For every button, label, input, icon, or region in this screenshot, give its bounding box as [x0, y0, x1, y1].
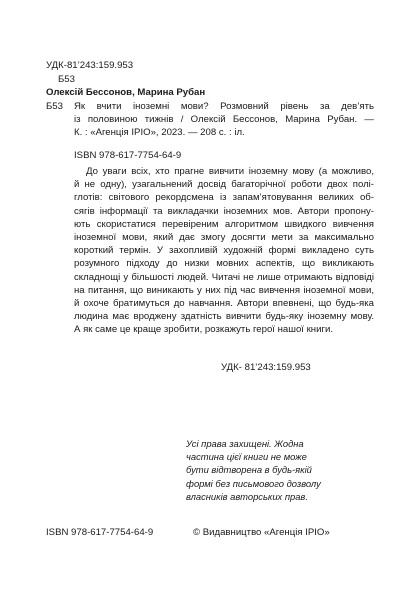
authors-heading: Олексій Бессонов, Марина Рубан: [46, 87, 206, 98]
entry-line: із половиною тижнів / Олексій Бессонов, Марина Рубан. —: [74, 114, 374, 126]
rights-line: частина цієї книги не може: [186, 451, 307, 463]
udk-top: УДК-81’243:159.953: [46, 60, 134, 71]
rights-line: бути відтворена в будь-якій: [186, 464, 312, 476]
isbn-top: ISBN 978-617-7754-64-9: [74, 150, 182, 161]
rights-line: Усі права захищені. Жодна: [186, 438, 304, 449]
entry-code: Б53: [46, 101, 63, 112]
entry-line: К. : «Агенція ІРІО», 2023. — 208 с. : іл.: [74, 127, 245, 139]
abstract-line: ють скористатися перевіреним алгоритмом швидкого вивчення: [74, 218, 374, 230]
copyright-notice: © Видавництво «Агенція ІРІО»: [193, 527, 330, 538]
abstract-line: іноземної мови, який дає змогу досягти мети за максимально: [74, 232, 374, 244]
abstract-line: короткий термін. У захопливій художній формі викладено суть: [74, 245, 374, 257]
isbn-bottom: ISBN 978-617-7754-64-9: [46, 527, 154, 538]
abstract-line: А як саме це краще зробити, розкажуть герої нашої книги.: [74, 324, 333, 336]
rights-line: власників авторських прав.: [186, 490, 308, 502]
author-code: Б53: [58, 74, 75, 85]
abstract-line: й охоче братимуться до навчання. Автори впевнені, що будь-яка: [74, 298, 374, 310]
abstract-line: й не одну), узагальнений досвід багаторічної роботи двох полі-: [74, 179, 374, 191]
abstract: [74, 165, 374, 337]
abstract-line: людина має вроджену здатність вивчити будь-яку іноземну мову.: [74, 311, 374, 323]
abstract-line: сягів інформації та викладачки іноземних мов. Автори пропону-: [74, 205, 374, 217]
abstract-line: глотів: світового рекордсмена із запам’ятовування великих об-: [74, 192, 374, 204]
abstract-line: До уваги всіх, хто прагне вивчити іноземну мову (а можливо,: [86, 166, 374, 177]
bibliographic-entry: [74, 100, 374, 140]
abstract-line: розумного підходу до низки мовних аспектів, що викликають: [74, 258, 374, 270]
rights-line: формі без письмового дозволу: [186, 477, 321, 489]
rights-notice: [186, 437, 376, 503]
abstract-line: на питання, що виникають у них під час вивчення іноземної мови,: [74, 284, 374, 296]
abstract-line: складнощі у більшості людей. Читачі не лише отримають відповіді: [74, 271, 374, 283]
udk-bottom: УДК- 81’243:159.953: [221, 362, 311, 373]
entry-line: Як вчити іноземні мови? Розмовний рівень за дев’ять: [74, 101, 374, 112]
